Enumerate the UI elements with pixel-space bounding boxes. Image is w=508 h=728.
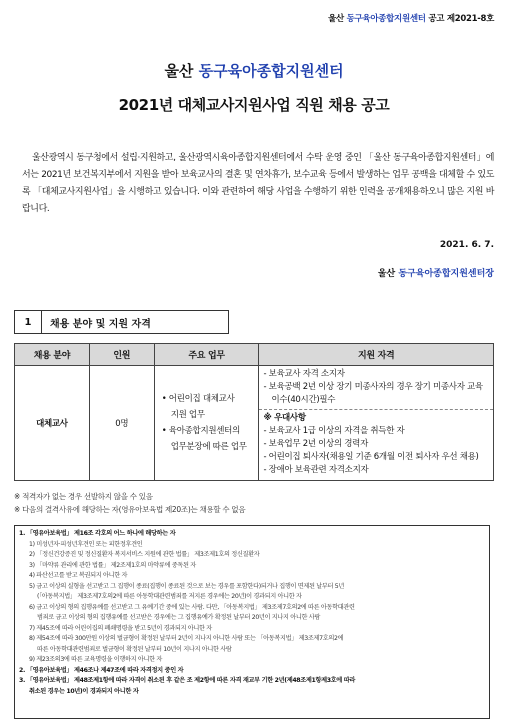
disq-item: 따른 아동학대관련범죄로 벌금형이 확정된 날부터 10년이 지나지 아니한 사람: [37, 645, 232, 653]
signer: 울산 동구육아종합지원센터장: [377, 269, 494, 279]
pref-item: - 보육교사 1급 이상의 자격을 취득한 자: [263, 426, 405, 436]
table-header-row: [15, 344, 494, 366]
disq-head: 3. 「영유아보육법」 제48조제1항에 따라 자격이 취소된 후 같은 조 제2항에 따른 자격 재교부 기한 2년(제48조제1항제3호에 따라: [19, 677, 355, 684]
disq-head: 1. 「영유아보육법」 제16조 각호의 어느 하나에 해당하는 자: [19, 530, 176, 537]
notes: [14, 490, 245, 516]
intro-paragraph: 울산광역시 동구청에서 설립·지원하고, 울산광역시육아종합지원센터에서 수탁 운영 중인 「울산 동구육아종합지원센터」에서는 2021년 보건복지부에서 지원을 받아 보육교사의 결혼 및 연차휴가, 보수교육 등에서 발생하는 업무 공백을 대체할 수 있도록 「대체교사지원사업」을 시행하고 있습니다. 이와 관련하여 해당 사업을 수행하기 위한 인력을 공개채용하오니 많은 지원 바랍니다.: [22, 153, 494, 214]
preference-block: [259, 409, 493, 480]
notice-date: 2021. 6. 7.: [439, 240, 494, 250]
section-header: [14, 310, 229, 334]
disq-item: 6) 금고 이상의 형의 집행유예를 선고받고 그 유예기간 중에 있는 사람. 다만, 「아동복지법」 제3조제7호의2에 따른 아동학대관련: [29, 603, 355, 611]
recruit-table: [14, 343, 494, 481]
header-field: 채용 분야: [15, 344, 90, 366]
disq-item: 1) 미성년자·피성년후견인 또는 피한정후견인: [29, 540, 143, 548]
header-quals: 지원 자격: [259, 344, 494, 366]
preference-head: ※ 우대사항: [263, 413, 306, 423]
disq-item: 7) 제45조에 따라 어린이집의 폐쇄명령을 받고 5년이 경과되지 아니한 자: [29, 624, 212, 632]
disq-item: 8) 제54조에 따라 300만원 이상의 벌금형이 확정된 날부터 2년이 지나지 아니한 사람 또는 「아동복지법」 제3조제7호의2에: [29, 635, 344, 642]
note-line: ※ 다음의 결격사유에 해당하는 자(영유아보육법 제20조)는 채용할 수 없음: [14, 505, 246, 514]
disq-item: (「아동복지법」 제3조제7호의2에 따른 아동학대관련범죄를 저지른 경우에는 20년)이 경과되지 아니한 자: [37, 593, 302, 600]
pref-item: - 보육업무 2년 이상의 경력자: [263, 439, 368, 449]
pref-item: - 장애아 보육관련 자격소지자: [263, 465, 369, 475]
disq-item: 범죄로 금고 이상의 형의 집행유예를 선고받은 경우에는 그 집행유예가 확정된 날부터 20년이 지나지 아니한 사람: [37, 614, 321, 621]
header-count: 인원: [89, 344, 154, 366]
duty-item: 지원 업무: [170, 410, 205, 420]
disq-head: 취소된 경우는 10년)이 경과되지 아니한 자: [29, 687, 139, 695]
notice-number: 울산 동구육아종합지원센터 공고 제2021-8호: [328, 14, 494, 24]
pref-item: - 어린이집 퇴사자(채용일 기준 6개월 이전 퇴사자 우선 채용): [263, 452, 479, 462]
duty-item: 업무분장에 따른 업무: [170, 442, 247, 452]
disq-item: 2) 「정신건강증진 및 정신질환자 복지서비스 지원에 관한 법률」 제3조제1호의 정신질환자: [29, 551, 260, 558]
cell-quals: [259, 366, 494, 481]
header-duties: 주요 업무: [154, 344, 259, 366]
qual-item: - 보육공백 2년 이상 장기 미종사자의 경우 장기 미종사자 교육이수(40시간)필수: [263, 382, 483, 405]
disq-item: 4) 파산선고를 받고 복권되지 아니한 자: [29, 572, 128, 579]
disq-item: 9) 제23조의3에 따른 교육명령을 이행하지 아니한 자: [29, 656, 163, 663]
cell-field: 대체교사: [15, 366, 90, 481]
cell-count: 0명: [89, 366, 154, 481]
disq-item: 3) 「마약류 관리에 관한 법률」 제2조제1호의 마약류에 중독된 자: [29, 561, 196, 569]
disq-item: 5) 금고 이상의 실형을 선고받고 그 집행이 종료(집행이 종료된 것으로 보는 경우를 포함한다)되거나 집행이 면제된 날부터 5년: [29, 582, 344, 590]
cell-duties: [154, 366, 259, 481]
section-label: 채용 분야 및 지원 자격: [42, 310, 229, 334]
note-line: ※ 적격자가 없는 경우 선발하지 않을 수 있음: [14, 492, 153, 501]
org-title: 울산 동구육아종합지원센터: [164, 62, 344, 80]
duty-item: • 육아종합지원센터의: [161, 426, 241, 436]
page-title: 2021년 대체교사지원사업 직원 채용 공고: [118, 96, 390, 114]
disq-head: 2. 「영유아보육법」 제46조나 제47조에 따라 자격정지 중인 자: [19, 666, 184, 674]
table-row: [15, 366, 494, 481]
section-number: 1: [14, 310, 42, 334]
qual-item: - 보육교사 자격 소지자: [263, 369, 345, 379]
disqualification-box: [14, 525, 490, 719]
duty-item: • 어린이집 대체교사: [161, 394, 235, 404]
